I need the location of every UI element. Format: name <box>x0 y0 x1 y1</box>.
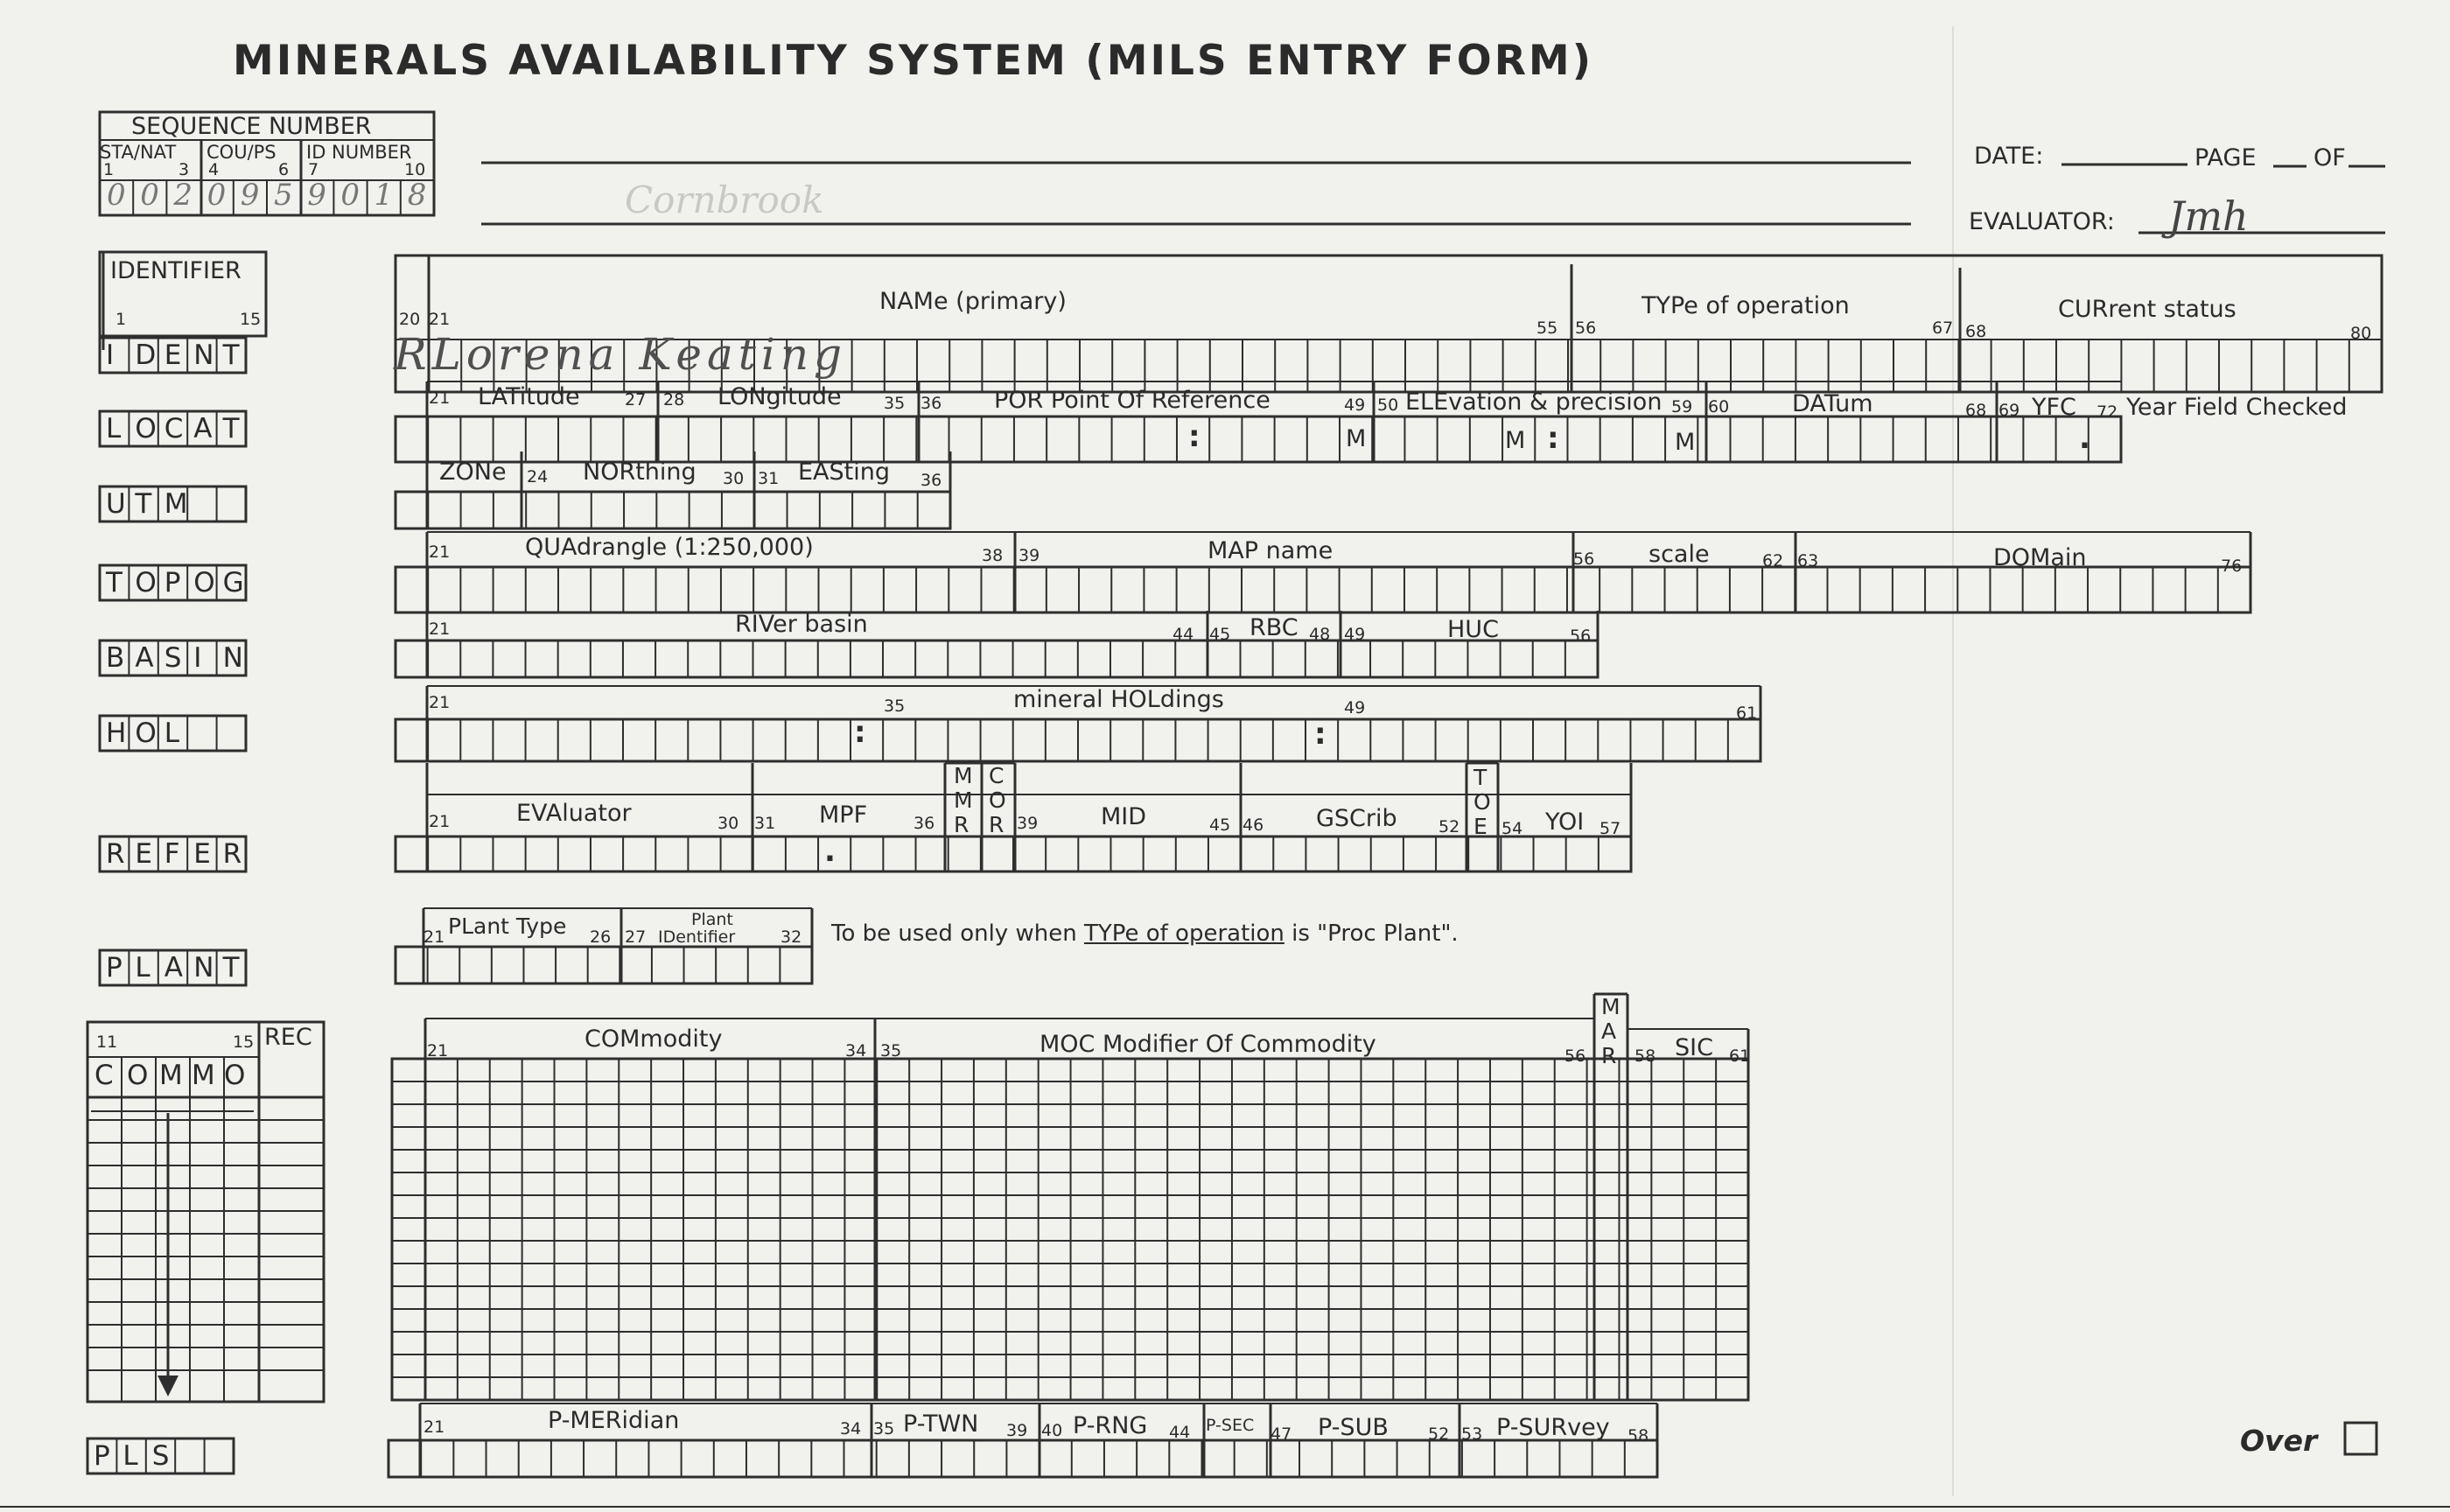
mar-letter: R <box>1601 1043 1617 1068</box>
plant-code-letter: A <box>164 952 184 984</box>
commo-col-61: 61 <box>1729 1046 1751 1066</box>
easting-label: EASting <box>798 458 891 486</box>
toe-letter: E <box>1474 814 1488 839</box>
rec-label: REC <box>264 1024 312 1051</box>
cou-ps-label: COU/PS <box>206 142 276 163</box>
commo-code-letter: M <box>159 1060 183 1091</box>
name-primary-label: NAMe (primary) <box>879 288 1067 315</box>
mmr-letter: M <box>954 788 973 813</box>
plant-note-pre: To be used only when <box>831 920 1084 947</box>
ident-col-55: 55 <box>1536 318 1558 338</box>
zone-label: ZONe <box>439 458 507 486</box>
seq-col-10: 10 <box>404 160 426 179</box>
locat-col-59: 59 <box>1671 397 1693 416</box>
refer-col-45: 45 <box>1209 816 1231 835</box>
year-field-checked-label: Year Field Checked <box>2126 394 2348 421</box>
scale-label: scale <box>1648 541 1710 568</box>
plant-code-letter: P <box>106 952 122 984</box>
topog-code-letter: P <box>164 567 181 598</box>
basin-col-45: 45 <box>1209 625 1231 644</box>
name-handwriting: RLorena Keating <box>394 329 848 380</box>
hol-col-21: 21 <box>429 693 451 712</box>
elev-colon-mark: : <box>1547 421 1559 456</box>
hol-col-35: 35 <box>884 696 906 716</box>
utm-cells-frame <box>396 492 950 528</box>
elevation-label: ELEvation & precision <box>1405 388 1662 416</box>
refer-code-letter: R <box>222 838 242 870</box>
pls-code-letter: P <box>94 1440 110 1472</box>
locat-code-letter: C <box>164 413 184 444</box>
locat-col-21: 21 <box>429 388 451 408</box>
ident-code-letter: T <box>222 340 240 371</box>
basin-col-56: 56 <box>1570 626 1592 646</box>
pls-col-52: 52 <box>1428 1424 1450 1444</box>
mmr-letter: M <box>954 763 973 788</box>
ident-col-68: 68 <box>1965 322 1987 341</box>
mineral-holdings-label: mineral HOLdings <box>1013 686 1224 713</box>
mpf-dot-mark: . <box>824 834 836 869</box>
p-survey-label: P-SURvey <box>1496 1414 1610 1441</box>
plant-note-link: TYPe of operation <box>1083 920 1284 947</box>
topog-code-letter: O <box>193 567 215 598</box>
commo-code-letter: M <box>192 1060 215 1091</box>
huc-label: HUC <box>1447 616 1499 643</box>
p-twn-label: P-TWN <box>903 1410 979 1438</box>
northing-label: NORthing <box>583 458 696 486</box>
hol-col-61: 61 <box>1736 704 1758 723</box>
topog-col-39: 39 <box>1018 546 1040 565</box>
locat-col-36: 36 <box>920 394 942 413</box>
commo-col-35: 35 <box>880 1041 902 1060</box>
sequence-digit: 5 <box>274 178 293 213</box>
sequence-digit: 0 <box>206 178 227 213</box>
identifier-col-1: 1 <box>116 310 127 329</box>
sic-label: SIC <box>1675 1034 1713 1061</box>
commo-code-letter: C <box>94 1060 114 1091</box>
mpf-label: MPF <box>819 802 868 829</box>
p-rng-label: P-RNG <box>1073 1412 1148 1439</box>
p-sub-label: P-SUB <box>1318 1414 1389 1441</box>
commodity-label: COMmodity <box>584 1026 723 1053</box>
sequence-digit: 0 <box>107 178 126 213</box>
current-status-label: CURrent status <box>2058 296 2236 323</box>
moc-label: MOC Modifier Of Commodity <box>1040 1031 1376 1058</box>
mar-letter: M <box>1601 994 1620 1019</box>
refer-col-31: 31 <box>754 814 776 833</box>
p-sec-label: P-SEC <box>1206 1416 1255 1435</box>
point-of-reference-label: POR Point Of Reference <box>994 387 1270 414</box>
refer-code-letter: E <box>193 838 211 870</box>
quadrangle-label: QUAdrangle (1:250,000) <box>525 534 814 561</box>
ident-col-56: 56 <box>1575 318 1597 338</box>
utm-col-36: 36 <box>920 471 942 490</box>
pls-col-58: 58 <box>1628 1426 1649 1446</box>
plant-note-post: is "Proc Plant". <box>1284 920 1459 947</box>
mmr-letter: R <box>954 812 970 837</box>
hol-colon-b: : <box>1314 717 1326 752</box>
locat-col-72: 72 <box>2096 402 2118 422</box>
utm-col-24: 24 <box>527 467 549 486</box>
hol-code-letter: O <box>135 718 157 749</box>
pls-cells-frame <box>388 1440 1657 1477</box>
plant-col-32: 32 <box>780 928 802 947</box>
type-of-operation-label: TYPe of operation <box>1642 292 1850 319</box>
utm-code-letter: T <box>135 488 152 520</box>
commo-code-letter: O <box>224 1060 246 1091</box>
domain-label: DOMain <box>1993 544 2087 571</box>
identifier-col-15: 15 <box>240 310 262 329</box>
plant-identifier-bottom: IDentifier <box>658 928 736 947</box>
datum-m-mark: M <box>1675 429 1696 456</box>
cor-letter: R <box>989 812 1004 837</box>
utm-col-30: 30 <box>723 469 745 488</box>
yoi-label: YOI <box>1545 808 1585 836</box>
refer-col-21: 21 <box>429 812 451 831</box>
locat-code-letter: T <box>222 413 240 444</box>
sta-nat-label: STA/NAT <box>100 142 177 163</box>
locat-col-35: 35 <box>884 394 906 413</box>
seq-col-1: 1 <box>103 160 115 179</box>
datum-label: DATum <box>1792 390 1873 417</box>
cor-letter: C <box>989 763 1004 788</box>
locat-col-50: 50 <box>1377 396 1399 415</box>
yfc-label: YFC <box>2032 394 2076 421</box>
pls-col-44: 44 <box>1169 1423 1191 1442</box>
pls-code-letter: L <box>122 1440 138 1472</box>
basin-cells-frame <box>396 640 1598 677</box>
commo-col-21: 21 <box>427 1041 449 1060</box>
plant-type-label: PLant Type <box>448 914 567 939</box>
basin-code-letter: N <box>222 642 243 674</box>
basin-col-44: 44 <box>1172 625 1194 644</box>
hol-code-letter: L <box>164 718 180 749</box>
topog-code-letter: T <box>106 567 122 598</box>
p-meridian-label: P-MERidian <box>548 1407 680 1434</box>
topog-col-56: 56 <box>1573 550 1595 569</box>
topog-cells-frame <box>396 567 2250 612</box>
of-label: OF <box>2314 144 2346 172</box>
sequence-number-label: SEQUENCE NUMBER <box>131 113 372 140</box>
over-label: Over <box>2240 1424 2318 1458</box>
locat-code-letter: L <box>106 413 122 444</box>
sequence-digit: 9 <box>240 178 260 213</box>
mar-letter: A <box>1601 1018 1617 1044</box>
identifier-label: IDENTIFIER <box>110 257 242 284</box>
basin-code-letter: B <box>106 642 125 674</box>
ident-col-67: 67 <box>1932 318 1954 338</box>
hol-code-letter: H <box>106 718 127 749</box>
hol-colon-a: : <box>854 715 866 750</box>
sequence-digit: 8 <box>407 178 427 213</box>
plant-cells-frame <box>396 947 812 984</box>
commo-col-15: 15 <box>233 1032 255 1052</box>
date-label: DATE: <box>1974 143 2044 170</box>
ident-col-21: 21 <box>429 310 451 329</box>
refer-col-30: 30 <box>718 814 739 833</box>
sequence-digit: 0 <box>340 178 360 213</box>
form-title: MINERALS AVAILABILITY SYSTEM (MILS ENTRY FORM) <box>233 37 1594 85</box>
refer-col-39: 39 <box>1017 814 1039 833</box>
plant-code-letter: N <box>193 952 214 984</box>
pls-col-47: 47 <box>1270 1424 1292 1444</box>
refer-col-46: 46 <box>1242 816 1264 835</box>
seq-col-6: 6 <box>278 160 290 179</box>
ident-col-80: 80 <box>2350 324 2372 343</box>
topog-col-62: 62 <box>1762 551 1784 570</box>
evaluator-field-label: EVAluator <box>516 800 632 827</box>
commo-col-56: 56 <box>1564 1046 1586 1066</box>
locat-code-letter: O <box>135 413 157 444</box>
locat-col-68: 68 <box>1965 401 1987 420</box>
basin-col-21: 21 <box>429 620 451 639</box>
locat-code-letter: A <box>193 413 213 444</box>
locat-col-49: 49 <box>1344 396 1366 415</box>
utm-code-letter: M <box>164 488 188 520</box>
over-checkbox[interactable] <box>2345 1423 2376 1454</box>
locat-col-60: 60 <box>1708 397 1730 416</box>
cor-letter: O <box>989 788 1006 813</box>
ident-code-letter: D <box>135 340 157 371</box>
por-m-mark: M <box>1346 425 1367 452</box>
evaluator-signature: Jmh <box>2168 192 2249 240</box>
basin-code-letter: A <box>135 642 154 674</box>
pls-col-35: 35 <box>873 1419 895 1438</box>
pls-col-53: 53 <box>1461 1424 1483 1444</box>
refer-code-letter: E <box>135 838 152 870</box>
commo-col-58: 58 <box>1634 1046 1656 1066</box>
yfc-dot-mark: . <box>2079 421 2090 456</box>
topog-col-38: 38 <box>982 546 1004 565</box>
pls-col-34: 34 <box>840 1419 862 1438</box>
sequence-digit: 1 <box>374 178 394 213</box>
refer-col-54: 54 <box>1502 819 1523 838</box>
evaluator-label: EVALUATOR: <box>1969 208 2115 235</box>
refer-code-letter: F <box>164 838 180 870</box>
mid-label: MID <box>1101 803 1147 830</box>
seq-col-3: 3 <box>178 160 190 179</box>
id-number-label: ID NUMBER <box>306 142 412 163</box>
locat-col-69: 69 <box>1998 401 2020 420</box>
plant-col-21: 21 <box>424 928 445 947</box>
basin-col-48: 48 <box>1309 625 1331 644</box>
basin-col-49: 49 <box>1344 625 1366 644</box>
commo-col-34: 34 <box>845 1041 867 1060</box>
seq-col-4: 4 <box>208 160 220 179</box>
hol-col-49: 49 <box>1344 698 1366 718</box>
longitude-label: LONgitude <box>718 383 842 410</box>
sequence-digit: 2 <box>173 178 193 213</box>
por-colon-mark: : <box>1188 419 1200 454</box>
plant-col-27: 27 <box>625 928 647 947</box>
topog-code-letter: G <box>222 567 244 598</box>
topog-code-letter: O <box>135 567 157 598</box>
pls-code-letter: S <box>151 1440 170 1472</box>
latitude-label: LATitude <box>478 383 580 410</box>
topog-col-76: 76 <box>2221 556 2243 576</box>
ident-code-letter: E <box>164 340 182 371</box>
locat-cells-frame <box>396 416 2121 462</box>
plant-col-26: 26 <box>590 928 612 947</box>
sequence-digit: 9 <box>307 178 326 213</box>
refer-col-36: 36 <box>914 814 935 833</box>
utm-code-letter: U <box>106 488 126 520</box>
seq-col-7: 7 <box>308 160 319 179</box>
map-name-label: MAP name <box>1208 537 1334 564</box>
pls-col-40: 40 <box>1041 1421 1063 1440</box>
pls-col-39: 39 <box>1006 1421 1028 1440</box>
plant-code-letter: L <box>135 952 150 984</box>
sequence-digit: 0 <box>140 178 159 213</box>
gscrib-label: GSCrib <box>1316 805 1397 832</box>
commo-col-11: 11 <box>96 1032 118 1052</box>
faint-handwriting: Cornbrook <box>625 178 824 221</box>
river-basin-label: RIVer basin <box>735 611 868 638</box>
refer-code-letter: R <box>106 838 125 870</box>
plant-identifier-top: Plant <box>691 910 733 929</box>
commo-arrow-head <box>158 1376 178 1396</box>
basin-code-letter: S <box>164 642 182 674</box>
utm-col-31: 31 <box>758 469 780 488</box>
elev-m-mark: M <box>1505 427 1526 454</box>
ident-code-letter: N <box>193 340 214 371</box>
basin-code-letter: I <box>193 642 202 674</box>
commo-code-letter: O <box>127 1060 149 1091</box>
topog-col-63: 63 <box>1797 551 1819 570</box>
ident-col-20: 20 <box>399 310 421 329</box>
topog-col-21: 21 <box>429 542 451 562</box>
plant-code-letter: T <box>222 952 240 984</box>
refer-col-57: 57 <box>1600 819 1621 838</box>
page-label: PAGE <box>2194 144 2257 172</box>
ident-code-letter: I <box>106 340 115 371</box>
toe-letter: T <box>1474 765 1488 790</box>
pls-col-21: 21 <box>424 1418 445 1437</box>
plant-note <box>831 922 1459 945</box>
toe-letter: O <box>1474 789 1491 815</box>
refer-col-52: 52 <box>1438 817 1460 836</box>
locat-col-28: 28 <box>663 390 685 410</box>
locat-col-27: 27 <box>625 390 647 410</box>
rbc-label: RBC <box>1250 614 1298 641</box>
